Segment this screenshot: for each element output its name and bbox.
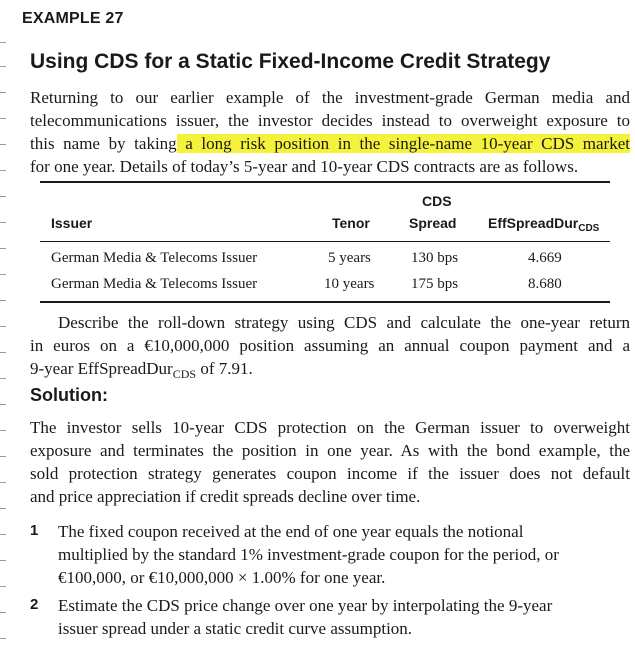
step-number: 1	[30, 522, 39, 539]
question-subscript: CDS	[172, 367, 197, 381]
question-paragraph	[30, 311, 630, 386]
cell-spread: 130 bps	[411, 250, 459, 266]
step-text	[58, 594, 630, 640]
table-bottom-rule	[40, 301, 610, 303]
intro-line	[30, 132, 630, 155]
cell-spread: 175 bps	[411, 276, 459, 292]
question-line: Describe the roll-down strategy using CDS and calculate the one-year return	[58, 313, 630, 332]
header-spread-top: CDS	[422, 193, 452, 209]
header-issuer: Issuer	[51, 215, 93, 231]
intro-text: this name by taking	[30, 134, 177, 153]
cell-issuer: German Media & Telecoms Issuer	[51, 250, 258, 266]
intro-line: for one year. Details of today’s 5-year and 10-year CDS contracts are as follows.	[30, 157, 579, 176]
step-number: 2	[30, 596, 39, 613]
header-eff-spread-dur	[488, 215, 599, 234]
header-dur-text: EffSpreadDur	[488, 215, 579, 231]
step-line: €100,000, or €10,000,000 × 1.00% for one year.	[58, 568, 386, 587]
step-text	[58, 520, 630, 589]
solution-line: sold protection strategy generates coupon income if the issuer does not default	[30, 464, 630, 483]
cell-tenor: 10 years	[324, 276, 375, 292]
table-header-rule	[40, 241, 610, 242]
question-text: 9-year EffSpreadDur	[30, 359, 173, 378]
step-line: The fixed coupon received at the end of one year equals the notional	[58, 522, 524, 541]
solution-line: and price appreciation if credit spreads decline over time.	[30, 487, 421, 506]
highlighted-text: a long risk position in the single-name 10-year CDS market	[176, 134, 630, 153]
question-text: of 7.91.	[196, 359, 253, 378]
cell-duration: 4.669	[528, 250, 562, 266]
question-line	[30, 357, 630, 386]
step-line: issuer spread under a static credit curve assumption.	[58, 619, 413, 638]
example-title: Using CDS for a Static Fixed-Income Credit Strategy	[30, 50, 551, 73]
solution-paragraph	[30, 416, 630, 508]
solution-line: exposure and terminates the position in one year. As with the bond example, the	[30, 441, 630, 460]
solution-heading: Solution:	[30, 385, 108, 405]
margin-tick-marks	[0, 0, 8, 657]
header-tenor: Tenor	[332, 215, 370, 231]
header-dur-subscript: CDS	[578, 223, 600, 234]
question-line: in euros on a €10,000,000 position assuming an annual coupon payment and a	[30, 336, 630, 355]
cell-issuer: German Media & Telecoms Issuer	[51, 276, 258, 292]
cell-duration: 8.680	[528, 276, 562, 292]
header-spread-bottom: Spread	[409, 215, 457, 231]
example-label: EXAMPLE 27	[22, 10, 124, 27]
intro-line: Returning to our earlier example of the investment-grade German media and	[30, 88, 630, 107]
table-top-rule	[40, 181, 610, 183]
intro-line: telecommunications issuer, the investor decides instead to overweight exposure to	[30, 111, 630, 130]
cell-tenor: 5 years	[328, 250, 371, 266]
solution-line: The investor sells 10-year CDS protection on the German issuer to overweight	[30, 418, 630, 437]
step-line: Estimate the CDS price change over one year by interpolating the 9-year	[58, 596, 553, 615]
intro-paragraph	[30, 86, 630, 178]
step-line: multiplied by the standard 1% investment-grade coupon for the period, or	[58, 545, 559, 564]
